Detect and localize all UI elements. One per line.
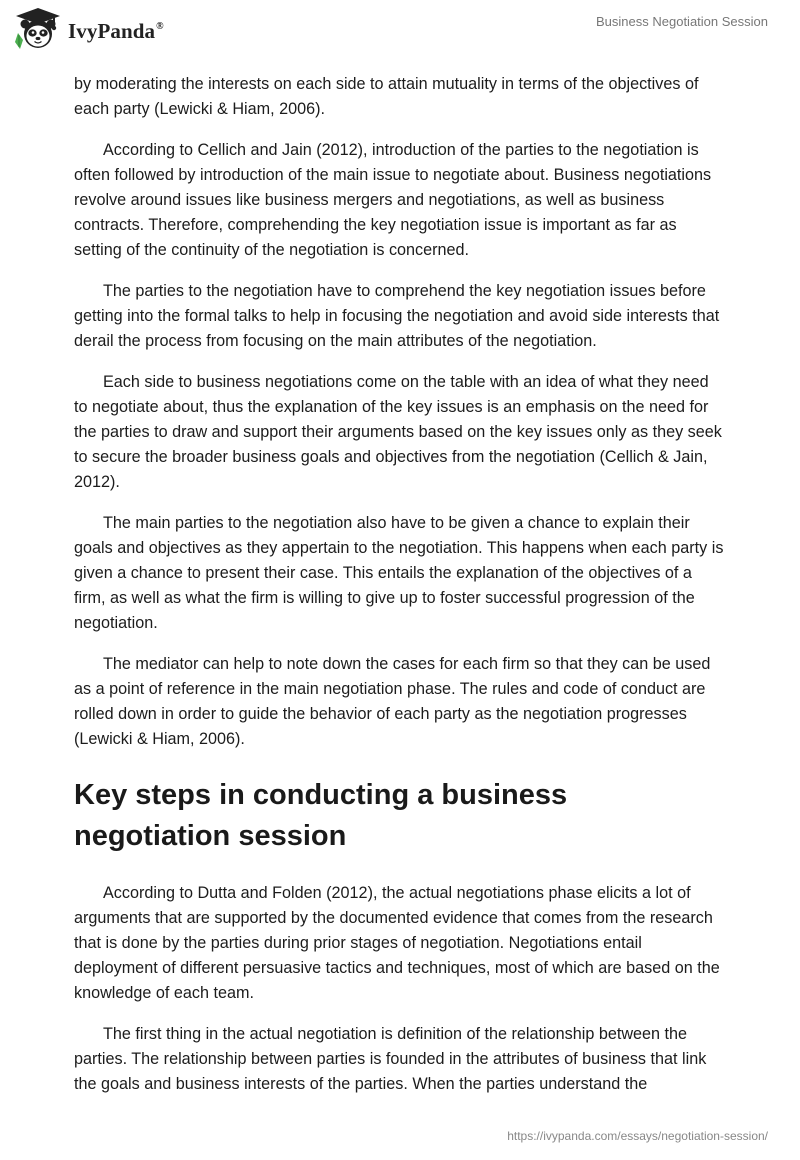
brand-name: IvyPanda® <box>68 18 164 43</box>
paragraph: The first thing in the actual negotiation is definition of the relationship between the parties. The relationship between parties is founded in the attributes of business that link the goals and business interests of the parties. When the parties understand the <box>74 1025 707 1093</box>
panda-logo-icon <box>14 7 62 51</box>
paragraph: The parties to the negotiation have to comprehend the key negotiation issues before getting into the formal talks to help in focusing the negotiation and avoid side interests that derail the process from focusing on the main attributes of the negotiation. <box>74 282 720 350</box>
paragraph: Each side to business negotiations come on the table with an idea of what they need to negotiate about, thus the explanation of the key issues is an emphasis on the need for the parties to draw and support their arguments based on the key issues only as they seek to secure the broader business goals and objectives from the negotiation (Cellich & Jain, 2012). <box>74 373 722 491</box>
paragraph: The mediator can help to note down the cases for each firm so that they can be used as a point of reference in the main negotiation phase. The rules and code of conduct are rolled down in order to guide the behavior of each party as the negotiation progresses (Lewicki & Hiam, 2006). <box>74 655 711 748</box>
article-body <box>74 72 726 1113</box>
paragraph: by moderating the interests on each side to attain mutuality in terms of the objectives of each party (Lewicki & Hiam, 2006). <box>74 75 699 118</box>
page-header <box>0 0 800 64</box>
ivypanda-logo[interactable] <box>14 7 164 51</box>
paragraph: According to Cellich and Jain (2012), introduction of the parties to the negotiation is often followed by introduction of the main issue to negotiate about. Business negotiations revolve around issues like business mergers and negotiations, as well as business contracts. Therefore, comprehending the key negotiation issue is important as far as setting of the continuity of the negotiation is concerned. <box>74 141 712 259</box>
source-url[interactable]: https://ivypanda.com/essays/negotiation-session/ <box>507 1129 768 1143</box>
paragraph: The main parties to the negotiation also have to be given a chance to explain their goals and objectives as they appertain to the negotiation. This happens when each party is given a chance to present their case. This entails the explanation of the objectives of a firm, as well as what the firm is willing to give up to foster successful progression of the negotiation. <box>74 514 724 632</box>
paragraph: According to Dutta and Folden (2012), the actual negotiations phase elicits a lot of arguments that are supported by the documented evidence that comes from the research that is done by the parties during prior stages of negotiation. Negotiations entail deployment of different persuasive tactics and techniques, most of which are based on the knowledge of each team. <box>74 884 720 1002</box>
section-heading: Key steps in conducting a business negotiation session <box>74 779 568 852</box>
document-title: Business Negotiation Session <box>596 14 768 29</box>
